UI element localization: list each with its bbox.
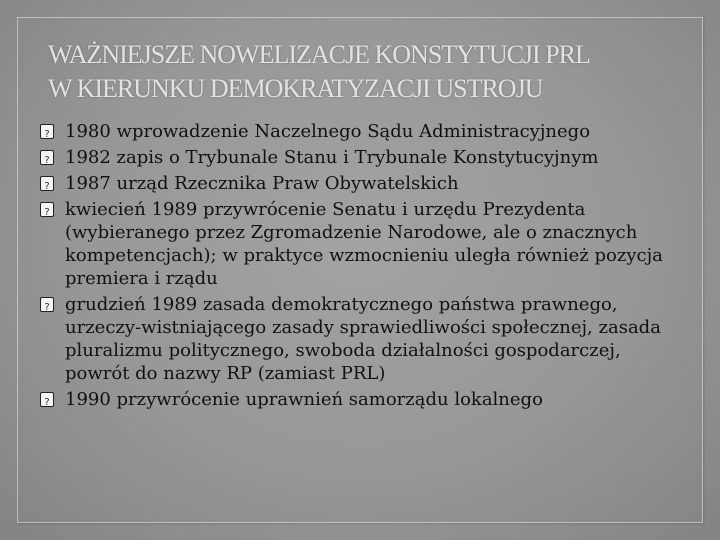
bullet-text: grudzień 1989 zasada demokratycznego państwa prawnego, urzeczy-wistniającego zasady sprawiedliwości społecznej, zasada pluralizmu politycznego, swoboda działalności gospodarczej, powrót do nazwy RP (zamiast PRL) (65, 294, 661, 384)
bullet-text: 1990 przywrócenie uprawnień samorządu lokalnego (65, 389, 543, 410)
missing-glyph-icon (40, 124, 54, 139)
bullet-text: 1980 wprowadzenie Naczelnego Sądu Administracyjnego (65, 121, 591, 142)
bullet-item-december-1989 (40, 293, 680, 385)
bullet-list (40, 120, 680, 414)
title-line-2: W KIERUNKU DEMOKRATYZACJI USTROJU (48, 74, 543, 103)
bullet-text: 1982 zapis o Trybunale Stanu i Trybunale Konstytucyjnym (65, 147, 599, 168)
bullet-item-1987 (40, 172, 680, 195)
slide-title (48, 38, 688, 106)
bullet-text: 1987 urząd Rzecznika Praw Obywatelskich (65, 173, 459, 194)
title-line-1: WAŻNIEJSZE NOWELIZACJE KONSTYTUCJI PRL (48, 40, 590, 69)
bullet-item-1982 (40, 146, 680, 169)
bullet-item-1980 (40, 120, 680, 143)
missing-glyph-icon (40, 176, 54, 191)
missing-glyph-icon (40, 297, 54, 312)
bullet-item-1990 (40, 388, 680, 411)
missing-glyph-icon (40, 202, 54, 217)
bullet-item-april-1989 (40, 198, 680, 290)
missing-glyph-icon (40, 392, 54, 407)
missing-glyph-icon (40, 150, 54, 165)
bullet-text: kwiecień 1989 przywrócenie Senatu i urzędu Prezydenta (wybieranego przez Zgromadzenie Narodowe, ale o znacznych kompetencjach); w praktyce wzmocnieniu uległa również pozycja premiera i rządu (65, 199, 663, 289)
